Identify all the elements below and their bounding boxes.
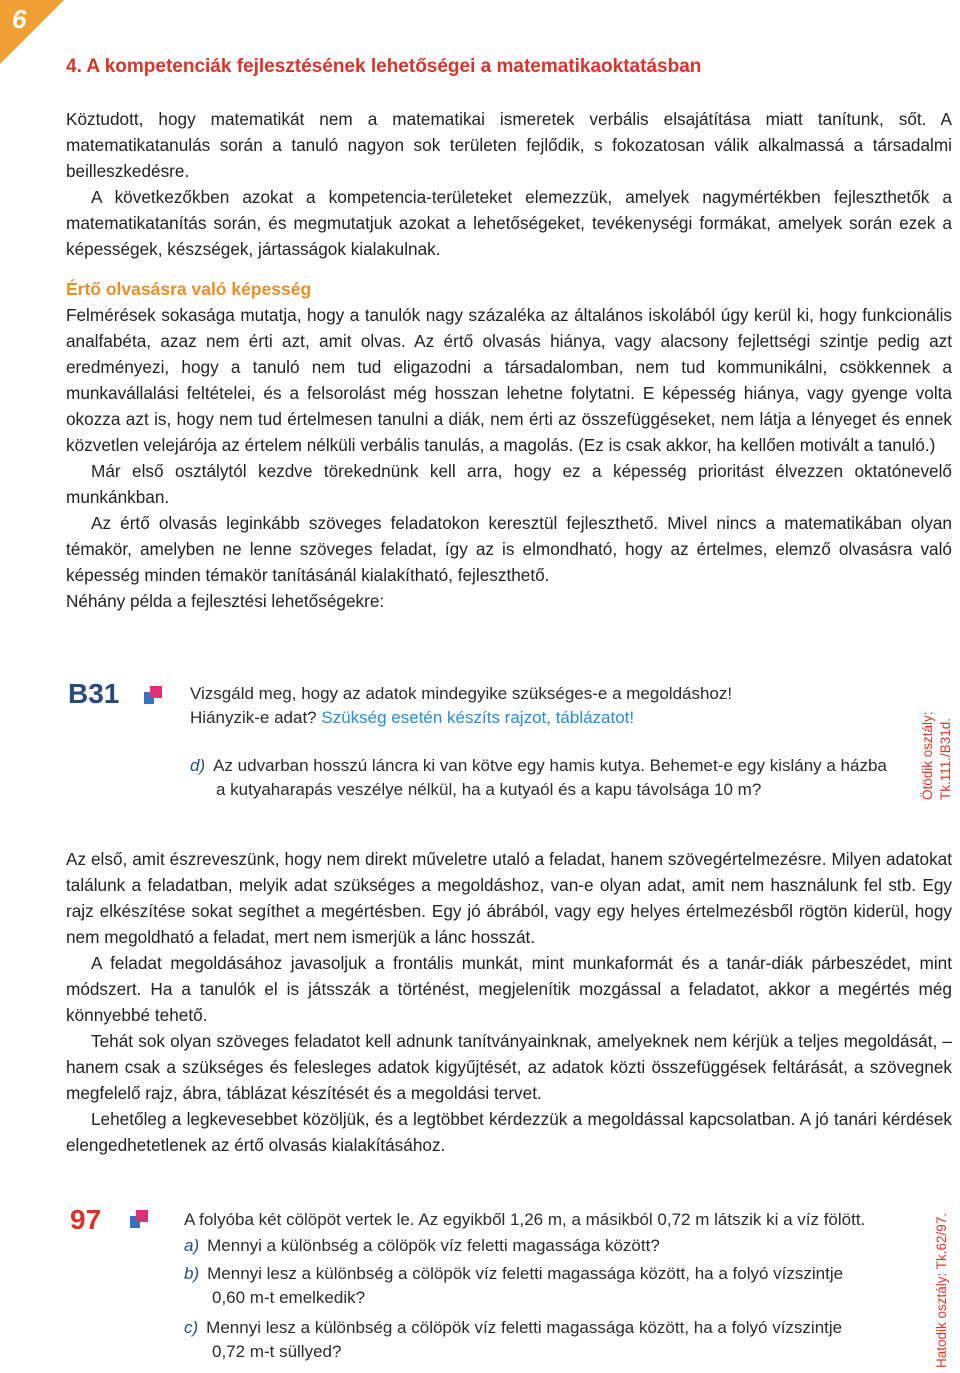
task-icon bbox=[144, 686, 162, 704]
ex97-a-label: a) bbox=[184, 1236, 200, 1255]
section-paragraph-2: Már első osztálytól kezdve törekednünk kell arra, hogy ez a képesség prioritást élvezzen oktatónevelő munkánkban. bbox=[66, 461, 952, 507]
intro-paragraph-1: Köztudott, hogy matematikát nem a matematikai ismeretek verbális elsajátítása miatt tanítunk, sőt. A matematikatanulás során a tanuló nagyon sok területen fejlődik, s fokozatosan válik alkalmassá a társadalmi beilleszkedésre. bbox=[66, 109, 952, 181]
ex97-b-text-1: Mennyi lesz a különbség a cölöpök víz feletti magassága között, ha a folyó vízszintje bbox=[207, 1264, 844, 1283]
ex97-item-a bbox=[184, 1234, 660, 1258]
section-paragraph-3: Az értő olvasás leginkább szöveges feladatokon keresztül fejleszthető. Mivel nincs a matematikában olyan témakör, amelyben ne lenne szöveges feladat, így az is elmondható, hogy az értelmes, elemző olvasásra való képesség minden témakör tanításánál kialakítható, fejleszthető. bbox=[66, 513, 952, 585]
ex97-c-label: c) bbox=[184, 1318, 199, 1337]
b31-item-line-1: Az udvarban hosszú láncra ki van kötve egy hamis kutya. Behemet-e egy kislány a házba bbox=[213, 756, 887, 775]
intro-block bbox=[66, 106, 952, 614]
page-corner-tab bbox=[0, 0, 64, 64]
ex97-item-b bbox=[184, 1262, 843, 1286]
b31-item-line-2: a kutyaharapás veszélye nélkül, ha a kutyaól és a kapu távolsága 10 m? bbox=[216, 780, 762, 799]
page-number: 6 bbox=[12, 4, 27, 34]
b31-line-2-b: Szükség esetén készíts rajzot, táblázatot! bbox=[321, 708, 635, 727]
b31-line-2-a: Hiányzik-e adat? bbox=[190, 708, 317, 727]
b31-line-2 bbox=[190, 706, 634, 730]
section-paragraph-4: Néhány példa a fejlesztési lehetőségekre: bbox=[66, 591, 385, 611]
ex97-c-text-1: Mennyi lesz a különbség a cölöpök víz feletti magassága között, ha a folyó vízszintje bbox=[206, 1318, 843, 1337]
ex97-item-c bbox=[184, 1316, 842, 1340]
side-label-b31-class: Ötödik osztály: bbox=[920, 711, 935, 800]
discussion-block bbox=[66, 846, 952, 1158]
chapter-title: 4. A kompetenciák fejlesztésének lehetőségei a matematikaoktatásban bbox=[66, 56, 702, 77]
intro-paragraph-2: A következőkben azokat a kompetencia-területeket elemezzük, amelyek nagymértékben fejleszthetők a matematikatanítás során, és megmutatjuk azokat a lehetőségeket, tevékenységi formákat, amelyek során ezek a képességek, készségek, jártasságok kialakulnak. bbox=[66, 187, 952, 259]
b31-line-1: Vizsgáld meg, hogy az adatok mindegyike szükséges-e a megoldáshoz! bbox=[190, 684, 733, 703]
after-paragraph-3: Tehát sok olyan szöveges feladatot kell adnunk tanítványainknak, amelyeknek nem kérjük a teljes megoldását, – hanem csak a szükséges és felesleges adatok kigyűjtését, az adatok közti összefüggések feltárását, a szövegnek megfelelő rajz, ábra, táblázat készítését és a megoldási tervet. bbox=[66, 1031, 952, 1103]
side-label-97: Hatodik osztály: Tk.62/97. bbox=[934, 1212, 949, 1368]
b31-item-d bbox=[190, 754, 887, 778]
ex97-b-label: b) bbox=[184, 1264, 200, 1283]
ex97-line-1: A folyóba két cölöpöt vertek le. Az egyikből 1,26 m, a másikból 0,72 m látszik ki a víz fölött. bbox=[184, 1210, 866, 1229]
after-paragraph-2: A feladat megoldásához javasoljuk a frontális munkát, mint munkaformát és a tanár-diák párbeszédet, mint módszert. Ha a tanulók el is játsszák a történést, megjelenítik mozgással a feladatot, akkor a megértés még könnyebbé tehető. bbox=[66, 953, 952, 1025]
section-heading: Értő olvasásra való képesség bbox=[66, 279, 312, 299]
side-label-b31-ref: Tk.111./B31d. bbox=[938, 717, 953, 800]
task-number-97: 97 bbox=[70, 1204, 102, 1235]
task-icon bbox=[130, 1210, 148, 1228]
example-97 bbox=[66, 1200, 926, 1370]
after-paragraph-1: Az első, amit észreveszünk, hogy nem direkt műveletre utaló a feladat, hanem szövegértelmezésre. Milyen adatokat találunk a feladatban, melyik adat szükséges a megoldáshoz, van-e olyan adat, amit nem használunk fel stb. Egy rajz elkészítése sokat segíthet a megértésben. Egy jó ábrából, vagy egy helyes értelmezésből rögtön kiderül, hogy nem megoldható a feladat, mert nem ismerjük a lánc hosszát. bbox=[66, 849, 952, 947]
ex97-c-text-2: 0,72 m-t süllyed? bbox=[212, 1342, 342, 1361]
ex97-b-text-2: 0,60 m-t emelkedik? bbox=[212, 1288, 366, 1307]
example-b31 bbox=[66, 676, 926, 816]
b31-item-label: d) bbox=[190, 756, 206, 775]
section-paragraph-1: Felmérések sokasága mutatja, hogy a tanulók nagy százaléka az általános iskolából úgy kerül ki, hogy funkcionális analfabéta, azaz nem érti azt, amit olvas. Az értő olvasás hiánya, vagy alacsony fejlettségi szintje pedig azt eredményezi, hogy a tanuló nem tud eligazodni a társadalomban, nem tud kommunikálni, csökkennek a munkavállalási feltételei, és a felsorolást még hosszan lehetne folytatni. E képesség hiánya, vagy gyenge volta okozza azt is, hogy nem tud értelmesen tanulni a diák, nem érti az összefüggéseket, nem látja a lényeget és ennek közvetlen velejárója az értelem nélküli verbális tanulás, a magolás. (Ez is csak akkor, ha kellően motivált a tanuló.) bbox=[66, 305, 952, 455]
ex97-a-text: Mennyi a különbség a cölöpök víz feletti magassága között? bbox=[207, 1236, 660, 1255]
after-paragraph-4: Lehetőleg a legkevesebbet közöljük, és a legtöbbet kérdezzük a megoldással kapcsolatban. A jó tanári kérdések elengedhetetlenek az értő olvasás kialakításához. bbox=[66, 1109, 952, 1155]
task-number-b31: B31 bbox=[68, 678, 120, 709]
